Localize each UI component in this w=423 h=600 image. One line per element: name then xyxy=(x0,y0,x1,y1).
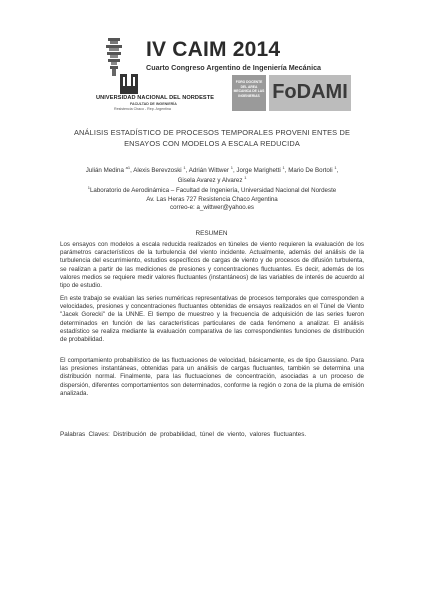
foro-docente-text: FORO DOCENTE DEL AREA MECANICA DE LAS INGENIERIAS xyxy=(233,80,265,98)
fodami-logo xyxy=(269,75,351,111)
author-superscript: 1 xyxy=(230,165,233,170)
paper-title-line-1: ANÁLISIS ESTADÍSTICO DE PROCESOS TEMPORALES PROVENI ENTES DE xyxy=(73,128,351,137)
author-name: Jorge Marighetti xyxy=(236,167,281,174)
conference-subtitle: Cuarto Congreso Argentino de Ingeniería Mecánica xyxy=(146,63,322,72)
conference-title: IV CAIM 2014 xyxy=(146,38,281,61)
paper-title xyxy=(52,127,372,149)
affiliation-email: correo-e: a_wittwer@yahoo.es xyxy=(169,204,254,211)
author-name: Alexis Berevzoski xyxy=(133,167,182,174)
fodami-text: FoDAMI xyxy=(272,81,348,103)
affiliation-superscript: 1 xyxy=(87,185,90,190)
university-logo-icon xyxy=(120,74,138,94)
author-name: Julián Medina xyxy=(85,167,124,174)
abstract-heading: RESUMEN xyxy=(195,230,228,237)
author-superscript: 1 xyxy=(334,165,337,170)
paper-title-line-2: ENSAYOS CON MODELOS A ESCALA REDUCIDA xyxy=(124,139,300,148)
abstract-paragraph-3: El comportamiento probabilístico de las fluctuaciones de velocidad, básicamente, es de tipo Gaussiano. Para las presiones instantáneas, obtenidas para un análisis de cargas fluctuantes, también se determina una distribución normal. Finalmente, para las fluctuaciones de concentración, asociadas a un proceso de dispersión, diferentes comportamientos son determinados, conforme la región o zona de la pluma de emisión analizada. xyxy=(60,357,364,397)
author-name: Mario De Bortoli xyxy=(288,167,333,174)
keywords: Palabras Claves: Distribución de probabilidad, túnel de viento, valores fluctuantes. xyxy=(60,431,307,438)
author-name: Gisela Avarez y Alvarez xyxy=(177,177,243,184)
caim-logo-icon xyxy=(104,38,124,76)
author-superscript: a1 xyxy=(125,165,131,170)
author-superscript: 1 xyxy=(244,175,247,180)
author-superscript: 1 xyxy=(183,165,186,170)
university-location: Resistencia Chaco - Rep. Argentina xyxy=(114,107,171,111)
university-faculty: FACULTAD DE INGENIERÍA xyxy=(130,102,177,106)
affiliation-line-2: Av. Las Heras 727 Resistencia Chaco Argentina xyxy=(146,195,278,203)
affiliation xyxy=(72,187,352,213)
university-name: UNIVERSIDAD NACIONAL DEL NORDESTE xyxy=(96,95,215,101)
foro-docente-logo xyxy=(232,75,266,111)
author-list: Julián Medina $^{a1}$, Alexis Berevzoski $^1$, Adrián Wittwer $^1$, Jorge Marighetti $^1$, Mario De Bortoli $^1$, Gisela Avarez y Alvarez $^1$ xyxy=(85,165,339,184)
author-name: Adrián Wittwer xyxy=(188,167,229,174)
affiliation-line-1: Laboratorio de Aerodinámica – Facultad de Ingeniería, Universidad Nacional del Nordeste xyxy=(89,187,337,194)
abstract-paragraph-2: En este trabajo se evalúan las series numéricas representativas de procesos temporales que corresponden a velocidades, presiones y concentraciones fluctuantes obtenidas de ensayos realizados en el Túnel de Viento "Jacek Gorecki" de la UNNE. El tiempo de muestreo y la frecuencia de adquisición de las series fueron determinados en función de las características particulares de cada fenómeno a analizar. El análisis estadístico se realiza mediante la evaluación comparativa de las correspondientes funciones de distribución de probabilidad. xyxy=(60,295,364,344)
abstract-paragraph-1: Los ensayos con modelos a escala reducida realizados en túneles de viento requieren la evaluación de los parámetros característicos de la turbulencia del viento incidente. Actualmente, además del análisis de la turbulencia del escurrimiento, estudios específicos de cargas de viento y de procesos de difusión turbulenta, se realizan a partir de las mediciones de presiones y concentraciones fluctuantes. Es decir, además de los valores medios se requiere medir valores fluctuantes (instantáneos) de las variables de interés de acuerdo al tipo de estudio. xyxy=(60,241,364,290)
author-superscript: 1 xyxy=(282,165,285,170)
